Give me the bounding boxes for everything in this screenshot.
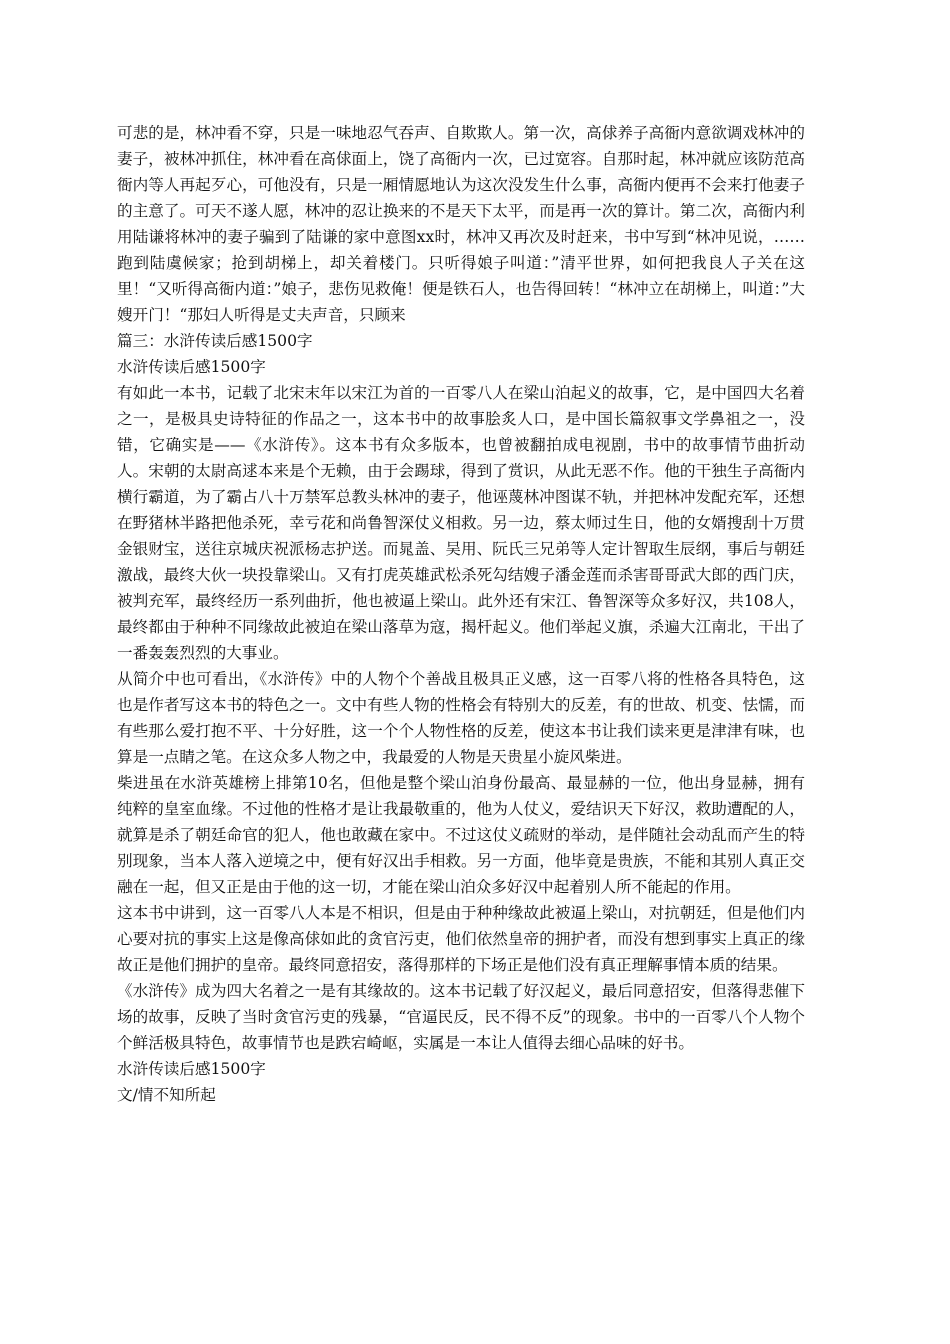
paragraph-conclusion: 《水浒传》成为四大名着之一是有其缘故的。这本书记载了好汉起义，最后同意招安，但落得悲催下场的故事，反映了当时贪官污吏的残暴，“官逼民反，民不得不反”的现象。书中的一百零八个人物个个鲜活极具特色，故事情节也是跌宕崎岖，实属是一本让人值得去细心品味的好书。 — [117, 982, 805, 1052]
paragraph-intro: 有如此一本书，记载了北宋末年以宋江为首的一百零八人在梁山泊起义的故事，它，是中国四大名着之一，是极具史诗特征的作品之一，这本书中的故事脍炙人口，是中国长篇叙事文学鼻祖之一，没错，它确实是——《水浒传》。这本书有众多版本，也曾被翻拍成电视剧，书中的故事情节曲折动人。宋朝的太尉高逑本来是个无赖，由于会踢球，得到了赏识，从此无恶不作。他的干独生子高衙内横行霸道，为了霸占八十万禁军总教头林冲的妻子，他诬蔑林冲图谋不轨，并把林冲发配充军，还想在野猪林半路把他杀死，幸亏花和尚鲁智深仗义相救。另一边，蔡太师过生日，他的女婿搜刮十万贯金银财宝，送往京城庆祝派杨志护送。而晁盖、吴用、阮氏三兄弟等人定计智取生辰纲，事后与朝廷激战，最终大伙一块投靠梁山。又有打虎英雄武松杀死勾结嫂子潘金莲而杀害哥哥武大郎的西门庆，被判充军，最终经历一系列曲折，他也被逼上梁山。此外还有宋江、鲁智深等众多好汉，共108人，最终都由于种种不同缘故此被迫在梁山落草为寇，揭杆起义。他们举起义旗，杀遍大江南北，干出了一番轰轰烈烈的大事业。 — [117, 384, 805, 662]
author-byline: 文/情不知所起 — [117, 1086, 216, 1104]
article-title: 水浒传读后感1500字 — [117, 358, 266, 376]
section-heading: 篇三：水浒传读后感1500字 — [117, 332, 313, 350]
paragraph-chai-jin: 柴进虽在水浒英雄榜上排第10名，但他是整个梁山泊身份最高、最显赫的一位，他出身显赫，拥有纯粹的皇室血缘。不过他的性格才是让我最敬重的，他为人仗义，爱结识天下好汉，救助遭配的人，就算是杀了朝廷命官的犯人，他也敢藏在家中。不过这仗义疏财的举动，是伴随社会动乱而产生的特别现象，当本人落入逆境之中，便有好汉出手相救。另一方面，他毕竟是贵族，不能和其别人真正交融在一起，但又正是由于他的这一切，才能在梁山泊众多好汉中起着别人所不能起的作用。 — [117, 774, 805, 896]
document-body — [117, 120, 805, 1108]
paragraph-lin-chong: 可悲的是，林冲看不穿，只是一味地忍气吞声、自欺欺人。第一次，高俅养子高衙内意欲调戏林冲的妻子，被林冲抓住，林冲看在高俅面上，饶了高衙内一次，已过宽容。自那时起，林冲就应该防范高衙内等人再起歹心，可他没有，只是一厢情愿地认为这次没发生什么事，高衙内便再不会来打他妻子的主意了。可天不遂人愿，林冲的忍让换来的不是天下太平，而是再一次的算计。第二次，高衙内利用陆谦将林冲的妻子骗到了陆谦的家中意图xx时，林冲又再次及时赶来，书中写到“林冲见说，……跑到陆虞候家；抢到胡梯上，却关着楼门。只听得娘子叫道：”清平世界，如何把我良人子关在这里！“又听得高衙内道：”娘子，悲伤见救俺！便是铁石人，也告得回转！“林冲立在胡梯上，叫道：”大嫂开门！“那妇人听得是丈夫声音，只顾来 — [117, 124, 805, 324]
paragraph-108-heroes: 这本书中讲到，这一百零八人本是不相识，但是由于种种缘故此被逼上梁山，对抗朝廷，但是他们内心要对抗的事实上这是像高俅如此的贪官污吏，他们依然皇帝的拥护者，而没有想到事实上真正的缘故正是他们拥护的皇帝。最终同意招安，落得那样的下场正是他们没有真正理解事情本质的结果。 — [117, 904, 805, 974]
paragraph-characters: 从简介中也可看出，《水浒传》中的人物个个善战且极具正义感，这一百零八将的性格各具特色，这也是作者写这本书的特色之一。文中有些人物的性格会有特别大的反差，有的世故、机变、怯懦，而有些那么爱打抱不平、十分好胜，这一个个人物性格的反差，使这本书让我们读来更是津津有味，也算是一点睛之笔。在这众多人物之中，我最爱的人物是天贵星小旋风柴进。 — [117, 670, 805, 766]
article-title-repeat: 水浒传读后感1500字 — [117, 1060, 266, 1078]
